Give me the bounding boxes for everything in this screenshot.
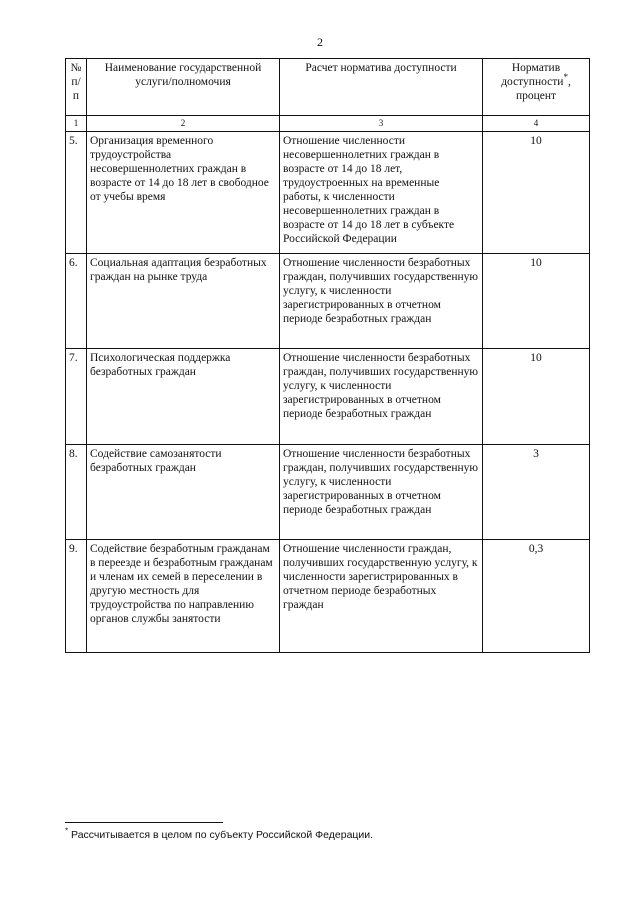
row-norm-value: 10: [483, 132, 590, 254]
header-number: № п/п: [66, 59, 87, 116]
row-service-name: Организация временного трудоустройства несовершеннолетних граждан в возрасте от 14 до 18 лет в свободное от учебы время: [87, 132, 280, 254]
table-row: [66, 445, 590, 540]
row-calculation: Отношение численности несовершеннолетних граждан в возрасте от 14 до 18 лет, трудоустроенных на временные работы, к численности несовершеннолетних граждан в возрасте от 14 до 18 лет в субъекте Российской Федерации: [280, 132, 483, 254]
row-service-name: Содействие самозанятости безработных граждан: [87, 445, 280, 540]
column-number: 2: [87, 116, 280, 132]
header-norm: [483, 59, 590, 116]
row-number: 7.: [66, 349, 87, 445]
row-number: 5.: [66, 132, 87, 254]
row-calculation: Отношение численности безработных граждан, получивших государственную услугу, к численности зарегистрированных в отчетном периоде безработных граждан: [280, 349, 483, 445]
footnote-divider: [65, 822, 223, 823]
row-number: 6.: [66, 254, 87, 349]
table-row: [66, 349, 590, 445]
header-norm-unit: , процент: [515, 76, 571, 102]
header-norm-footnote-mark: *: [563, 72, 568, 83]
row-service-name: Психологическая поддержка безработных граждан: [87, 349, 280, 445]
table-header-row: [66, 59, 590, 116]
row-number: 9.: [66, 540, 87, 653]
row-norm-value: 10: [483, 349, 590, 445]
table-row: [66, 254, 590, 349]
row-norm-value: 10: [483, 254, 590, 349]
page-number: 2: [317, 35, 323, 49]
row-norm-value: 0,3: [483, 540, 590, 653]
header-service-name: Наименование государственной услуги/полномочия: [87, 59, 280, 116]
footnote-mark: *: [65, 826, 69, 836]
row-calculation: Отношение численности безработных граждан, получивших государственную услугу, к численности зарегистрированных в отчетном периоде безработных граждан: [280, 254, 483, 349]
row-calculation: Отношение численности безработных граждан, получивших государственную услугу, к численности зарегистрированных в отчетном периоде безработных граждан: [280, 445, 483, 540]
column-numbers-row: [66, 116, 590, 132]
header-calculation: Расчет норматива доступности: [280, 59, 483, 116]
column-number: 4: [483, 116, 590, 132]
column-number: 3: [280, 116, 483, 132]
table-row: [66, 540, 590, 653]
row-service-name: Социальная адаптация безработных граждан на рынке труда: [87, 254, 280, 349]
row-service-name: Содействие безработным гражданам в переезде и безработным гражданам и членам их семей в переселении в другую местность для трудоустройства по направлению органов службы занятости: [87, 540, 280, 653]
footnote-text: Рассчитывается в целом по субъекту Российской Федерации.: [71, 829, 374, 841]
row-number: 8.: [66, 445, 87, 540]
row-calculation: Отношение численности граждан, получивших государственную услугу, к численности зарегистрированных в отчетном периоде безработных граждан: [280, 540, 483, 653]
footnote: [65, 826, 374, 841]
row-norm-value: 3: [483, 445, 590, 540]
table-row: [66, 132, 590, 254]
header-norm-label: Норматив доступности: [501, 62, 564, 88]
column-number: 1: [66, 116, 87, 132]
accessibility-norms-table: [65, 58, 590, 653]
